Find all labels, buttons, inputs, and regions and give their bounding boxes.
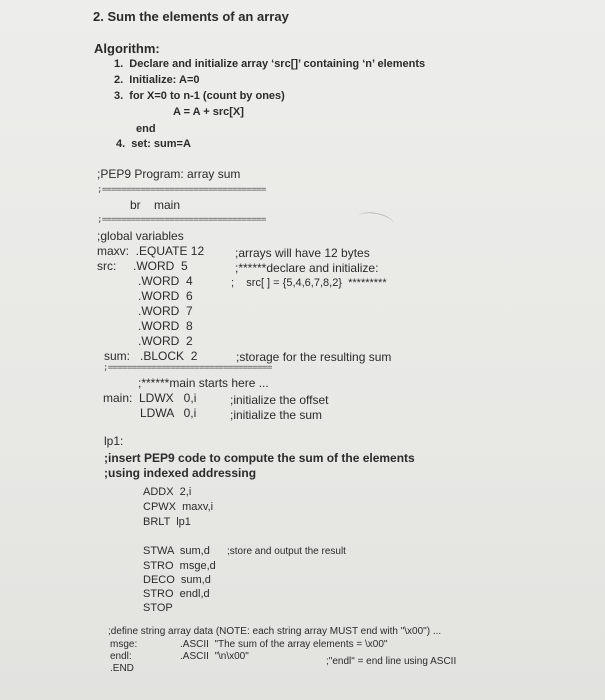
- code-line: .WORD 6: [138, 289, 193, 303]
- code-line: STRO msge,d: [143, 560, 216, 572]
- code-line: .WORD 8: [138, 319, 193, 333]
- code-line: maxv: .EQUATE 12: [97, 244, 205, 258]
- code-comment: ;initialize the sum: [230, 408, 323, 422]
- code-line: BRLT lp1: [143, 516, 191, 528]
- code-line: .END: [110, 663, 134, 674]
- code-line: DECO sum,d: [143, 574, 211, 586]
- code-line: .ASCII "The sum of the array elements = \x00": [180, 639, 388, 650]
- section-title: 2. Sum the elements of an array: [93, 9, 289, 24]
- code-comment: ;******declare and initialize:: [235, 261, 379, 275]
- code-line: LDWA 0,i: [140, 406, 197, 420]
- code-line: CPWX maxv,i: [143, 501, 214, 513]
- algorithm-step-4: 4. set: sum=A: [116, 138, 191, 150]
- code-line: STOP: [143, 602, 173, 614]
- code-line: .WORD 4: [138, 274, 193, 288]
- code-label: msge:: [110, 639, 138, 650]
- program-header: ;PEP9 Program: array sum: [97, 167, 241, 181]
- code-comment: ;"endl" = end line using ASCII: [326, 656, 457, 667]
- code-line: .WORD 2: [138, 334, 193, 348]
- code-line: src: .WORD 5: [97, 259, 188, 273]
- code-line: STRO endl,d: [143, 588, 210, 600]
- paper-curl-mark: [357, 209, 395, 231]
- instruction-comment: ;using indexed addressing: [104, 466, 257, 480]
- code-comment: ;store and output the result: [227, 546, 346, 557]
- code-line: sum: .BLOCK 2: [104, 349, 198, 363]
- algorithm-step-1: 1. Declare and initialize array ‘src[]’ containing ‘n’ elements: [114, 58, 426, 70]
- algorithm-loop-body: A = A + src[X]: [173, 106, 244, 118]
- algorithm-heading: Algorithm:: [94, 41, 160, 56]
- code-comment: ;arrays will have 12 bytes: [235, 246, 370, 260]
- code-line: ADDX 2,i: [143, 486, 192, 498]
- code-comment: ; src[ ] = {5,4,6,7,8,2} *********: [231, 277, 387, 289]
- separator-line: ;==================================: [97, 186, 266, 195]
- algorithm-step-2: 2. Initialize: A=0: [114, 74, 200, 86]
- code-line: main: LDWX 0,i: [103, 391, 197, 405]
- code-line: .WORD 7: [138, 304, 193, 318]
- separator-line: ;==================================: [103, 364, 272, 373]
- instruction-comment: ;insert PEP9 code to compute the sum of the elements: [104, 451, 415, 465]
- algorithm-loop-end: end: [136, 123, 156, 135]
- br-main-instruction: br main: [130, 198, 181, 212]
- code-line: .ASCII "\n\x00": [180, 651, 249, 662]
- separator-line: ;==================================: [97, 216, 266, 225]
- code-label: endl:: [110, 651, 132, 662]
- code-label: lp1:: [104, 434, 124, 448]
- code-line: STWA sum,d: [143, 545, 210, 557]
- algorithm-step-3: 3. for X=0 to n-1 (count by ones): [114, 90, 285, 102]
- code-line: ;******main starts here ...: [138, 376, 269, 390]
- code-line: ;global variables: [97, 229, 184, 243]
- code-comment: ;storage for the resulting sum: [236, 350, 392, 364]
- code-comment: ;define string array data (NOTE: each string array MUST end with "\x00") ...: [108, 626, 442, 637]
- code-comment: ;initialize the offset: [230, 393, 329, 407]
